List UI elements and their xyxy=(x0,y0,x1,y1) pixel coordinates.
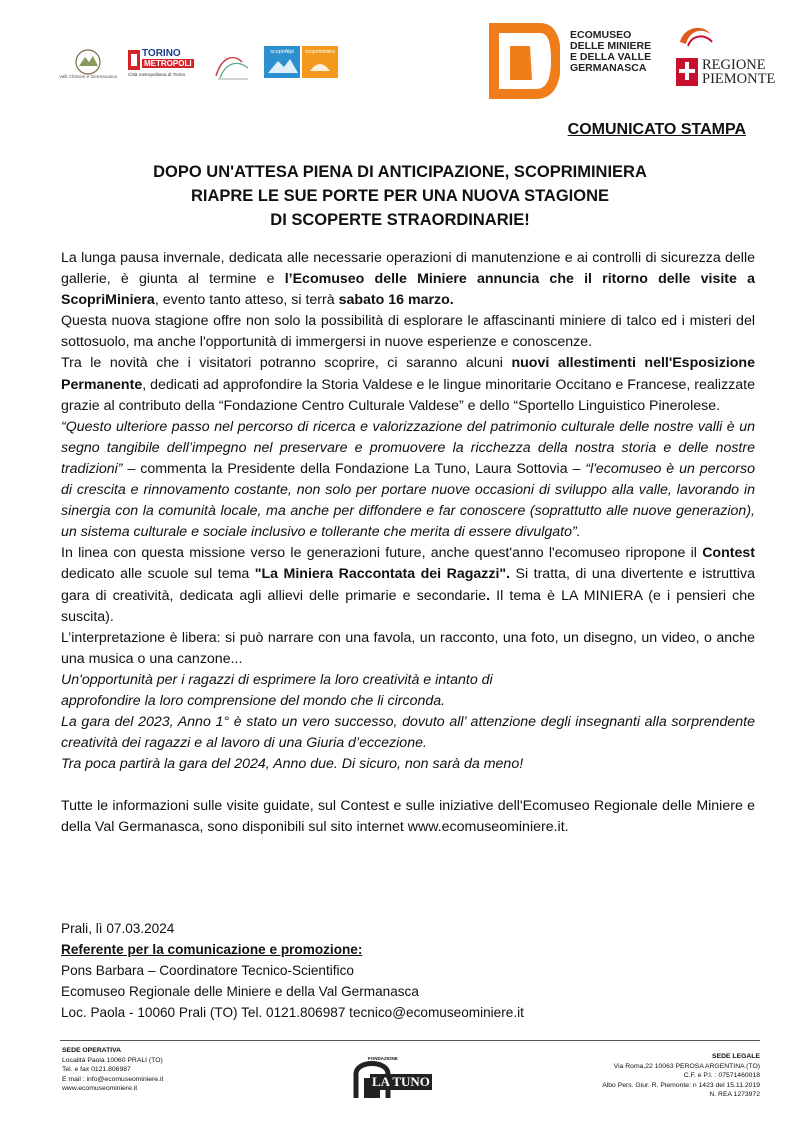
scopri-miniera-logo xyxy=(302,46,338,78)
sede-legale-line-3: Albo Pers. Giur. R. Piemonte: n 1423 del 15.11.2019 xyxy=(602,1081,760,1089)
scopri-alpi-logo xyxy=(264,46,300,78)
torino-metropoli-logo xyxy=(128,48,190,82)
paragraph-5-contest: In linea con questa missione verso le generazioni future, anche quest'anno l'ecomuseo ripropone il Contest dedicato alle scuole sul tema "La Miniera Raccontata dei Ragazzi". Si tratta, di una divertente e istruttiva gara di creatività, dedicata agli allievi delle primarie e secondarie. Il tema è LA MINIERA (e i pensieri che suscita). xyxy=(61,545,755,625)
ecomuseo-mark-icon xyxy=(480,20,560,100)
signature-block xyxy=(61,918,524,1023)
regione-line-2: PIEMONTE xyxy=(702,71,776,87)
headline xyxy=(0,160,800,232)
headline-line-2: RIAPRE LE SUE PORTE PER UNA NUOVA STAGIONE xyxy=(190,187,610,205)
sede-operativa-line-4: www.ecomuseominiere.it xyxy=(62,1085,138,1093)
partner-swirl-logo xyxy=(212,52,252,82)
paragraph-7: Un'opportunità per i ragazzi di esprimere la loro creatività e intanto di xyxy=(61,671,493,688)
regione-piemonte-logo xyxy=(676,22,780,92)
headline-line-3: DI SCOPERTE STRAORDINARIE! xyxy=(270,211,530,229)
torino-logo-line1: TORINO xyxy=(142,48,181,59)
press-release-body xyxy=(61,248,755,839)
footer-sede-legale xyxy=(602,1052,760,1100)
la-tuno-top: FONDAZIONE xyxy=(368,1056,398,1061)
ecomuseo-line-3: E DELLA VALLE xyxy=(570,51,652,63)
ecomuseo-miniere-logo xyxy=(480,20,670,100)
date-line: Prali, lì 07.03.2024 xyxy=(61,921,175,936)
fondazione-la-tuno-logo xyxy=(352,1054,432,1102)
ecomuseo-line-1: ECOMUSEO xyxy=(570,29,632,41)
referent-title: Referente per la comunicazione e promozione: xyxy=(61,942,363,957)
sede-operativa-title: SEDE OPERATIVA xyxy=(62,1047,122,1054)
scopri-logos xyxy=(264,46,338,78)
paragraph-3: Tra le novità che i visitatori potranno scoprire, ci saranno alcuni nuovi allestimenti nell'Esposizione Permanente, dedicati ad approfondire la Storia Valdese e le lingue minoritarie Occitano e Francese, realizzate grazie al contributo della “Fondazione Centro Culturale Valdese” e dello “Sportello Linguistico Pinerolese. xyxy=(61,355,755,414)
paragraph-4-quote: “Questo ulteriore passo nel percorso di ricerca e valorizzazione del patrimonio culturale delle nostre valli è un segno tangibile dell’impegno nel preservare e promuovere la ricchezza della nostra storia e delle nostre tradizioni” – commenta la Presidente della Fondazione La Tuno, Laura Sottovia – “l'ecomuseo è un percorso di crescita e rinnovamento costante, non solo per portare nuove occasioni di sviluppo alla valle, lavorando in sinergia con la comunità locale, ma anche per diffondere e far conoscere (soprattutto alle nuove generazion), un sistema culturale e sociale inclusivo e tollerante che merita di essere divulgato”. xyxy=(61,418,755,541)
paragraph-2: Questa nuova stagione offre non solo la possibilità di esplorare le affascinanti miniere di talco ed i misteri del sottosuolo, ma anche l'opportunità di immergersi in nuove esperienze e conoscenze. xyxy=(61,313,755,351)
headline-line-1: DOPO UN'ATTESA PIENA DI ANTICIPAZIONE, SCOPRIMINIERA xyxy=(153,163,647,181)
footer-divider xyxy=(60,1040,760,1041)
paragraph-1: La lunga pausa invernale, dedicata alle necessarie operazioni di manutenzione e ai controlli di sicurezza delle gallerie, è giunta al termine e l’Ecomuseo delle Miniere annuncia che il ritorno delle visite a ScopriMiniera, evento tanto atteso, si terrà sabato 16 marzo. xyxy=(61,250,755,309)
paragraph-11-info: Tutte le informazioni sulle visite guidate, sul Contest e sulle iniziative dell'Ecomuseo Regionale delle Miniere e della Val Germanasca, sono disponibili sul sito internet www.ecomuseominiere.it. xyxy=(61,798,755,836)
valli-chisone-germanasca-logo xyxy=(52,46,124,90)
paragraph-8: approfondire la loro comprensione del mondo che li circonda. xyxy=(61,692,446,709)
paragraph-10: Tra poca partirà la gara del 2024, Anno due. Di sicuro, non sarà da meno! xyxy=(61,756,524,773)
referent-name: Pons Barbara – Coordinatore Tecnico-Scientifico xyxy=(61,963,354,978)
sede-legale-line-1: Via Roma,22 10063 PEROSA ARGENTINA (TO) xyxy=(613,1062,760,1070)
regione-line-1: REGIONE xyxy=(702,57,766,73)
torino-logo-caption: Città metropolitana di Torino xyxy=(128,72,186,77)
la-tuno-name: LA TUNO xyxy=(372,1074,430,1089)
referent-org: Ecomuseo Regionale delle Miniere e della Val Germanasca xyxy=(61,984,419,999)
paragraph-9: La gara del 2023, Anno 1° è stato un vero successo, dovuto all’ attenzione degli insegnanti alla sorprendente creatività dei ragazzi e al lavoro di una Giuria d’eccezione. xyxy=(61,714,755,752)
ecomuseo-line-4: GERMANASCA xyxy=(570,62,647,74)
scopri-alpi-label: scopriAlpi xyxy=(270,49,294,55)
valli-logo-text: Valli Chisone e Germanasca xyxy=(59,74,117,79)
piemonte-shield-icon xyxy=(676,58,698,86)
referent-contact: Loc. Paola - 10060 Prali (TO) Tel. 0121.806987 tecnico@ecomuseominiere.it xyxy=(61,1005,524,1020)
footer-sede-operativa xyxy=(62,1046,163,1094)
torino-logo-line2: METROPOLI xyxy=(144,59,192,68)
sede-legale-line-2: C.F. e P.I. : 07571460018 xyxy=(683,1072,760,1080)
sede-operativa-line-2: Tel. e fax 0121.806987 xyxy=(62,1066,131,1074)
comunicato-stampa-label: COMUNICATO STAMPA xyxy=(567,121,746,138)
paragraph-6: L’interpretazione è libera: si può narrare con una favola, un racconto, una foto, un disegno, un video, o anche una musica o una canzone... xyxy=(61,629,755,667)
sede-legale-title: SEDE LEGALE xyxy=(712,1053,760,1060)
ecomuseo-line-2: DELLE MINIERE xyxy=(570,40,652,52)
scopri-miniera-label: scopriminiera xyxy=(305,49,335,55)
sede-operativa-line-1: Località Paola 10060 PRALI (TO) xyxy=(62,1056,163,1064)
sede-legale-line-4: N. REA 1273972 xyxy=(709,1091,760,1099)
regione-swirl-icon xyxy=(676,22,716,52)
sede-operativa-line-3: E mail : info@ecomuseominiere.it xyxy=(62,1075,164,1083)
